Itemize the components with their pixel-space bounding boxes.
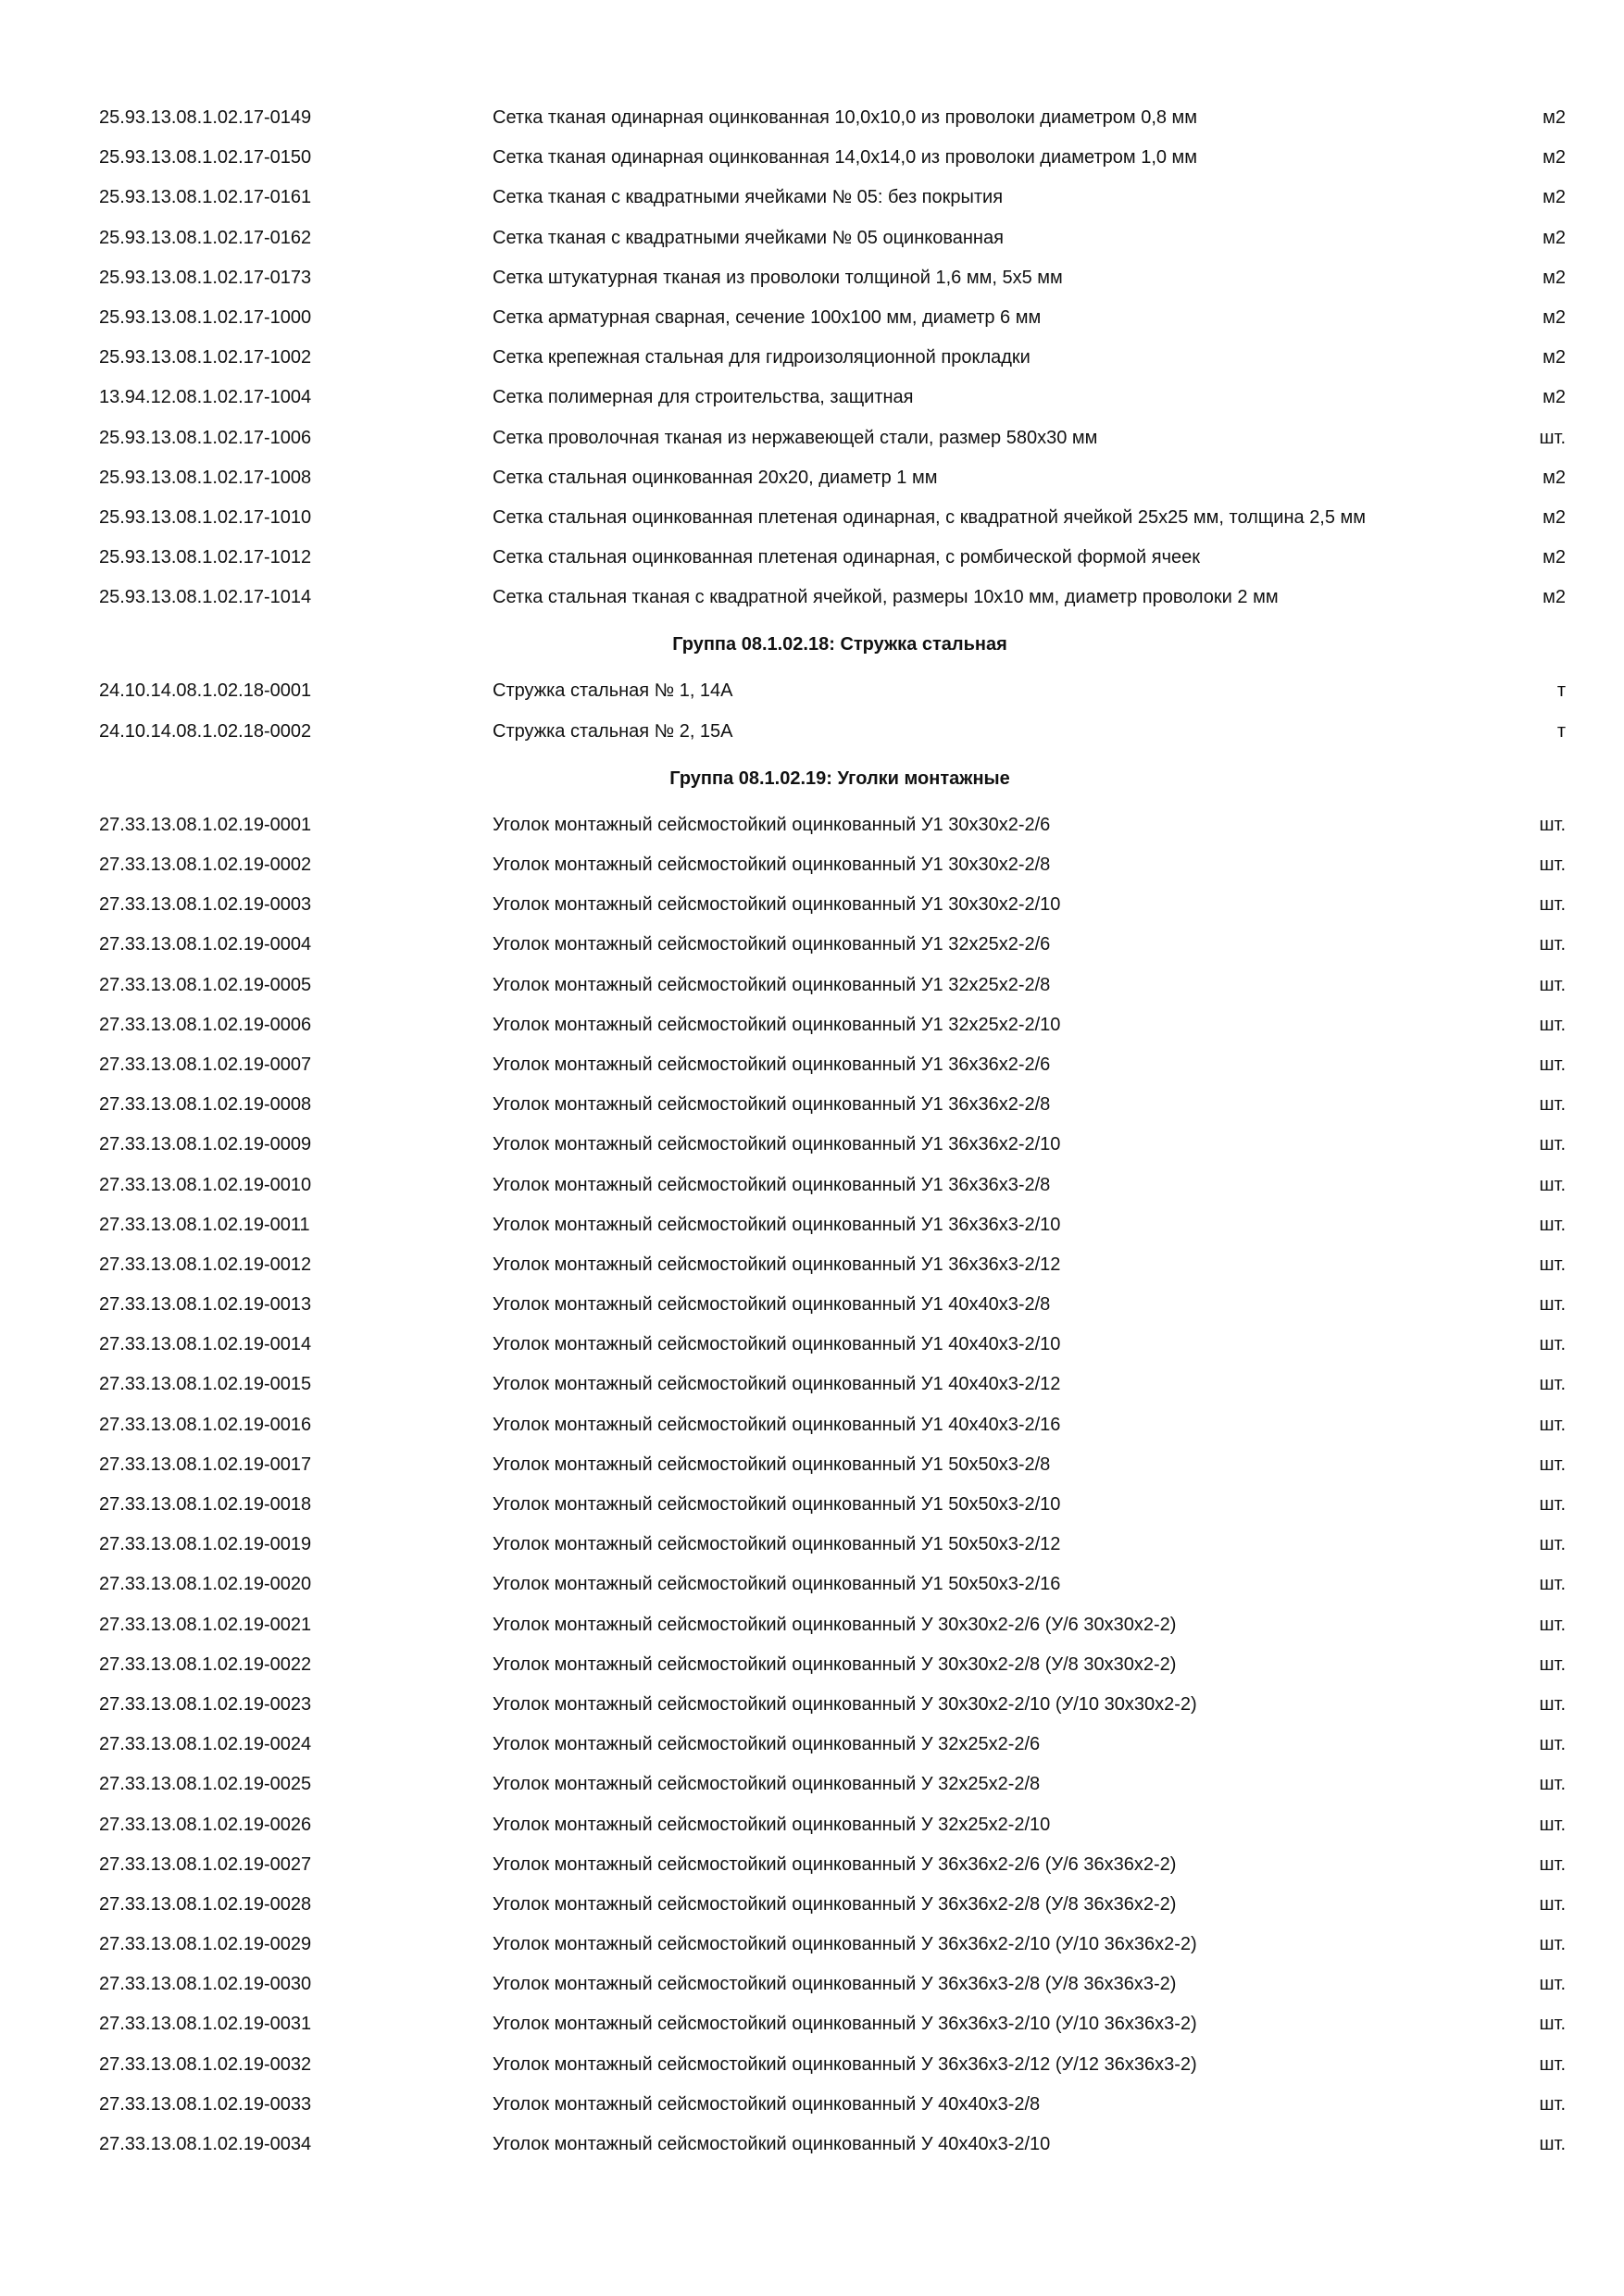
item-code: 27.33.13.08.1.02.19-0012 bbox=[99, 1254, 312, 1275]
table-row bbox=[0, 1765, 1624, 1804]
item-code: 27.33.13.08.1.02.19-0016 bbox=[99, 1414, 312, 1435]
item-name: Уголок монтажный сейсмостойкий оцинкованный У 36x36x3-2/10 (У/10 36x36x3-2) bbox=[493, 2014, 1197, 2035]
item-unit: м2 bbox=[1543, 467, 1566, 488]
item-unit: шт. bbox=[1539, 1414, 1566, 1435]
item-name: Сетка крепежная стальная для гидроизоляционной прокладки bbox=[493, 347, 1031, 368]
item-code: 27.33.13.08.1.02.19-0032 bbox=[99, 2053, 312, 2075]
table-row bbox=[0, 538, 1624, 578]
item-name: Уголок монтажный сейсмостойкий оцинкованный У1 32x25x2-2/6 bbox=[493, 934, 1051, 955]
table-row bbox=[0, 2045, 1624, 2085]
table-row bbox=[0, 712, 1624, 752]
item-code: 13.94.12.08.1.02.17-1004 bbox=[99, 387, 312, 408]
item-code: 25.93.13.08.1.02.17-1012 bbox=[99, 547, 312, 568]
item-code: 25.93.13.08.1.02.17-0162 bbox=[99, 227, 312, 248]
table-row bbox=[0, 1365, 1624, 1404]
item-code: 25.93.13.08.1.02.17-1008 bbox=[99, 467, 312, 488]
item-name: Уголок монтажный сейсмостойкий оцинкованный У1 32x25x2-2/8 bbox=[493, 974, 1051, 995]
item-unit: м2 bbox=[1543, 107, 1566, 128]
table-row bbox=[0, 178, 1624, 218]
item-unit: шт. bbox=[1539, 2134, 1566, 2154]
item-unit: шт. bbox=[1539, 2053, 1566, 2075]
item-name: Уголок монтажный сейсмостойкий оцинкованный У1 36x36x3-2/12 bbox=[493, 1254, 1061, 1275]
item-unit: шт. bbox=[1539, 2093, 1566, 2115]
table-row bbox=[0, 418, 1624, 458]
group-heading: Группа 08.1.02.19: Уголки монтажные bbox=[669, 767, 1010, 789]
item-name: Уголок монтажный сейсмостойкий оцинкованный У1 40x40x3-2/8 bbox=[493, 1294, 1051, 1316]
item-unit: шт. bbox=[1539, 1893, 1566, 1915]
item-code: 27.33.13.08.1.02.19-0001 bbox=[99, 814, 312, 835]
item-code: 27.33.13.08.1.02.19-0003 bbox=[99, 894, 312, 916]
table-row bbox=[0, 805, 1624, 845]
item-code: 27.33.13.08.1.02.19-0019 bbox=[99, 1534, 312, 1555]
item-name: Уголок монтажный сейсмостойкий оцинкованный У 32x25x2-2/8 bbox=[493, 1774, 1041, 1795]
item-unit: м2 bbox=[1543, 506, 1566, 528]
item-unit: м2 bbox=[1543, 227, 1566, 248]
item-unit: м2 bbox=[1543, 306, 1566, 328]
table-row bbox=[0, 1005, 1624, 1045]
item-code: 27.33.13.08.1.02.19-0005 bbox=[99, 974, 312, 995]
item-name: Уголок монтажный сейсмостойкий оцинкованный У1 36x36x2-2/8 bbox=[493, 1094, 1051, 1116]
item-name: Сетка стальная оцинкованная плетеная одинарная, с квадратной ячейкой 25x25 мм, толщина 2,5 мм bbox=[493, 506, 1367, 528]
item-name: Уголок монтажный сейсмостойкий оцинкованный У 36x36x3-2/12 (У/12 36x36x3-2) bbox=[493, 2053, 1197, 2075]
item-unit: шт. bbox=[1539, 427, 1566, 448]
item-unit: шт. bbox=[1539, 1974, 1566, 1995]
item-name: Уголок монтажный сейсмостойкий оцинкованный У 36x36x2-2/8 (У/8 36x36x2-2) bbox=[493, 1893, 1177, 1915]
table-row bbox=[0, 2125, 1624, 2165]
item-unit: шт. bbox=[1539, 894, 1566, 916]
item-name: Уголок монтажный сейсмостойкий оцинкованный У1 50x50x3-2/12 bbox=[493, 1534, 1061, 1555]
item-name: Уголок монтажный сейсмостойкий оцинкованный У 40x40x3-2/8 bbox=[493, 2093, 1041, 2115]
item-code: 27.33.13.08.1.02.19-0034 bbox=[99, 2134, 312, 2154]
item-unit: шт. bbox=[1539, 1454, 1566, 1475]
item-unit: шт. bbox=[1539, 974, 1566, 995]
item-name: Сетка стальная тканая с квадратной ячейкой, размеры 10x10 мм, диаметр проволоки 2 мм bbox=[493, 587, 1279, 608]
item-name: Уголок монтажный сейсмостойкий оцинкованный У1 32x25x2-2/10 bbox=[493, 1014, 1061, 1035]
table-row bbox=[0, 378, 1624, 418]
item-unit: м2 bbox=[1543, 267, 1566, 288]
item-code: 27.33.13.08.1.02.19-0024 bbox=[99, 1734, 312, 1755]
item-code: 27.33.13.08.1.02.19-0011 bbox=[99, 1214, 310, 1235]
item-unit: м2 bbox=[1543, 347, 1566, 368]
item-unit: м2 bbox=[1543, 147, 1566, 168]
item-name: Сетка арматурная сварная, сечение 100x100 мм, диаметр 6 мм bbox=[493, 306, 1042, 328]
item-code: 25.93.13.08.1.02.17-0150 bbox=[99, 147, 312, 168]
item-code: 27.33.13.08.1.02.19-0009 bbox=[99, 1134, 312, 1155]
table-row bbox=[0, 1885, 1624, 1925]
item-name: Уголок монтажный сейсмостойкий оцинкованный У1 36x36x3-2/8 bbox=[493, 1174, 1051, 1195]
item-code: 27.33.13.08.1.02.19-0015 bbox=[99, 1374, 312, 1395]
item-unit: шт. bbox=[1539, 855, 1566, 875]
item-name: Уголок монтажный сейсмостойкий оцинкованный У 30x30x2-2/8 (У/8 30x30x2-2) bbox=[493, 1653, 1177, 1675]
item-name: Уголок монтажный сейсмостойкий оцинкованный У1 40x40x3-2/16 bbox=[493, 1414, 1061, 1435]
table-row bbox=[0, 1405, 1624, 1445]
item-code: 25.93.13.08.1.02.17-1002 bbox=[99, 347, 312, 368]
item-name: Уголок монтажный сейсмостойкий оцинкованный У 36x36x3-2/8 (У/8 36x36x3-2) bbox=[493, 1974, 1177, 1995]
item-code: 27.33.13.08.1.02.19-0006 bbox=[99, 1014, 312, 1035]
item-name: Сетка тканая одинарная оцинкованная 10,0x10,0 из проволоки диаметром 0,8 мм bbox=[493, 107, 1198, 128]
table-row bbox=[0, 1525, 1624, 1565]
item-unit: шт. bbox=[1539, 1653, 1566, 1675]
item-unit: шт. bbox=[1539, 1494, 1566, 1515]
table-row bbox=[0, 1925, 1624, 1965]
table-row bbox=[0, 578, 1624, 618]
item-unit: шт. bbox=[1539, 1094, 1566, 1116]
item-name: Уголок монтажный сейсмостойкий оцинкованный У1 50x50x3-2/8 bbox=[493, 1454, 1051, 1475]
table-row bbox=[0, 1845, 1624, 1885]
item-name: Сетка стальная оцинкованная 20x20, диаметр 1 мм bbox=[493, 467, 938, 488]
item-unit: шт. bbox=[1539, 1853, 1566, 1875]
item-unit: т bbox=[1556, 720, 1566, 742]
item-unit: шт. bbox=[1539, 1774, 1566, 1795]
table-row bbox=[0, 1085, 1624, 1125]
table-row bbox=[0, 1965, 1624, 2004]
item-name: Уголок монтажный сейсмостойкий оцинкованный У1 50x50x3-2/16 bbox=[493, 1574, 1061, 1595]
item-unit: м2 bbox=[1543, 387, 1566, 408]
item-code: 27.33.13.08.1.02.19-0027 bbox=[99, 1853, 312, 1875]
table-row bbox=[0, 1245, 1624, 1285]
table-row bbox=[0, 1445, 1624, 1485]
table-row bbox=[0, 1205, 1624, 1245]
table-row bbox=[0, 98, 1624, 138]
item-name: Сетка полимерная для строительства, защитная bbox=[493, 387, 914, 408]
item-unit: м2 bbox=[1543, 187, 1566, 208]
table-row bbox=[0, 1285, 1624, 1325]
table-row bbox=[0, 218, 1624, 258]
table-row bbox=[0, 1725, 1624, 1765]
item-name: Уголок монтажный сейсмостойкий оцинкованный У1 30x30x2-2/10 bbox=[493, 894, 1061, 916]
table-row bbox=[0, 885, 1624, 925]
table-row bbox=[0, 925, 1624, 965]
item-code: 27.33.13.08.1.02.19-0008 bbox=[99, 1094, 312, 1116]
item-code: 27.33.13.08.1.02.19-0031 bbox=[99, 2014, 312, 2035]
item-unit: шт. bbox=[1539, 1614, 1566, 1635]
item-name: Стружка стальная № 2, 15А bbox=[493, 720, 733, 742]
item-code: 27.33.13.08.1.02.19-0018 bbox=[99, 1494, 312, 1515]
item-unit: шт. bbox=[1539, 1294, 1566, 1316]
item-unit: шт. bbox=[1539, 1014, 1566, 1035]
item-code: 27.33.13.08.1.02.19-0030 bbox=[99, 1974, 312, 1995]
item-name: Сетка тканая одинарная оцинкованная 14,0x14,0 из проволоки диаметром 1,0 мм bbox=[493, 147, 1198, 168]
item-unit: шт. bbox=[1539, 814, 1566, 835]
item-code: 25.93.13.08.1.02.17-1000 bbox=[99, 306, 312, 328]
item-name: Уголок монтажный сейсмостойкий оцинкованный У 30x30x2-2/10 (У/10 30x30x2-2) bbox=[493, 1693, 1197, 1715]
item-code: 25.93.13.08.1.02.17-1006 bbox=[99, 427, 312, 448]
item-code: 25.93.13.08.1.02.17-1010 bbox=[99, 506, 312, 528]
price-list-table bbox=[0, 98, 1624, 2165]
group-heading: Группа 08.1.02.18: Стружка стальная bbox=[672, 634, 1007, 655]
item-unit: т bbox=[1556, 680, 1566, 702]
item-code: 27.33.13.08.1.02.19-0010 bbox=[99, 1174, 312, 1195]
table-row bbox=[0, 1485, 1624, 1525]
item-unit: шт. bbox=[1539, 1374, 1566, 1395]
table-row bbox=[0, 671, 1624, 711]
table-row bbox=[0, 1166, 1624, 1205]
item-name: Уголок монтажный сейсмостойкий оцинкованный У 36x36x2-2/6 (У/6 36x36x2-2) bbox=[493, 1853, 1177, 1875]
item-code: 27.33.13.08.1.02.19-0029 bbox=[99, 1934, 312, 1955]
item-name: Стружка стальная № 1, 14А bbox=[493, 680, 733, 702]
table-row bbox=[0, 2085, 1624, 2125]
item-unit: шт. bbox=[1539, 1574, 1566, 1595]
item-unit: м2 bbox=[1543, 547, 1566, 568]
item-code: 27.33.13.08.1.02.19-0023 bbox=[99, 1693, 312, 1715]
table-row bbox=[0, 1325, 1624, 1365]
item-code: 25.93.13.08.1.02.17-1014 bbox=[99, 587, 312, 608]
item-code: 27.33.13.08.1.02.19-0022 bbox=[99, 1653, 312, 1675]
item-code: 25.93.13.08.1.02.17-0173 bbox=[99, 267, 312, 288]
item-code: 27.33.13.08.1.02.19-0014 bbox=[99, 1334, 312, 1355]
item-name: Уголок монтажный сейсмостойкий оцинкованный У1 36x36x2-2/6 bbox=[493, 1054, 1051, 1075]
table-row bbox=[0, 2004, 1624, 2044]
table-row bbox=[0, 458, 1624, 498]
item-code: 27.33.13.08.1.02.19-0007 bbox=[99, 1054, 312, 1075]
item-name: Уголок монтажный сейсмостойкий оцинкованный У1 36x36x3-2/10 bbox=[493, 1214, 1061, 1235]
table-row bbox=[0, 138, 1624, 178]
table-row bbox=[0, 498, 1624, 538]
item-name: Уголок монтажный сейсмостойкий оцинкованный У1 50x50x3-2/10 bbox=[493, 1494, 1061, 1515]
item-unit: шт. bbox=[1539, 1054, 1566, 1075]
item-name: Уголок монтажный сейсмостойкий оцинкованный У 36x36x2-2/10 (У/10 36x36x2-2) bbox=[493, 1934, 1197, 1955]
item-code: 27.33.13.08.1.02.19-0020 bbox=[99, 1574, 312, 1595]
item-code: 27.33.13.08.1.02.19-0025 bbox=[99, 1774, 312, 1795]
item-unit: шт. bbox=[1539, 1534, 1566, 1555]
item-name: Уголок монтажный сейсмостойкий оцинкованный У 32x25x2-2/6 bbox=[493, 1734, 1041, 1755]
item-code: 27.33.13.08.1.02.19-0026 bbox=[99, 1814, 312, 1835]
item-name: Сетка тканая с квадратными ячейками № 05 оцинкованная bbox=[493, 227, 1004, 248]
item-name: Сетка штукатурная тканая из проволоки толщиной 1,6 мм, 5x5 мм bbox=[493, 267, 1063, 288]
item-name: Уголок монтажный сейсмостойкий оцинкованный У 40x40x3-2/10 bbox=[493, 2134, 1051, 2154]
item-unit: шт. bbox=[1539, 1934, 1566, 1955]
item-name: Уголок монтажный сейсмостойкий оцинкованный У 30x30x2-2/6 (У/6 30x30x2-2) bbox=[493, 1614, 1177, 1635]
table-row bbox=[0, 258, 1624, 298]
item-code: 27.33.13.08.1.02.19-0013 bbox=[99, 1294, 312, 1316]
item-code: 27.33.13.08.1.02.19-0033 bbox=[99, 2093, 312, 2115]
item-name: Уголок монтажный сейсмостойкий оцинкованный У1 40x40x3-2/10 bbox=[493, 1334, 1061, 1355]
table-row bbox=[0, 845, 1624, 885]
item-unit: шт. bbox=[1539, 1334, 1566, 1355]
item-name: Сетка стальная оцинкованная плетеная одинарная, с ромбической формой ячеек bbox=[493, 547, 1201, 568]
table-row bbox=[0, 1685, 1624, 1725]
item-code: 27.33.13.08.1.02.19-0002 bbox=[99, 855, 312, 875]
item-code: 25.93.13.08.1.02.17-0161 bbox=[99, 187, 312, 208]
item-code: 27.33.13.08.1.02.19-0021 bbox=[99, 1614, 312, 1635]
item-unit: шт. bbox=[1539, 1134, 1566, 1155]
table-row bbox=[0, 1605, 1624, 1645]
table-row bbox=[0, 338, 1624, 378]
item-code: 24.10.14.08.1.02.18-0002 bbox=[99, 720, 312, 742]
item-unit: шт. bbox=[1539, 1693, 1566, 1715]
item-unit: шт. bbox=[1539, 1214, 1566, 1235]
item-name: Уголок монтажный сейсмостойкий оцинкованный У1 30x30x2-2/8 bbox=[493, 855, 1051, 875]
item-code: 27.33.13.08.1.02.19-0017 bbox=[99, 1454, 312, 1475]
item-name: Уголок монтажный сейсмостойкий оцинкованный У 32x25x2-2/10 bbox=[493, 1814, 1051, 1835]
table-row bbox=[0, 1045, 1624, 1085]
item-unit: шт. bbox=[1539, 2014, 1566, 2035]
item-name: Уголок монтажный сейсмостойкий оцинкованный У1 30x30x2-2/6 bbox=[493, 814, 1051, 835]
item-code: 27.33.13.08.1.02.19-0004 bbox=[99, 934, 312, 955]
table-row bbox=[0, 298, 1624, 338]
item-code: 27.33.13.08.1.02.19-0028 bbox=[99, 1893, 312, 1915]
item-name: Сетка тканая с квадратными ячейками № 05: без покрытия bbox=[493, 187, 1004, 208]
item-unit: шт. bbox=[1539, 934, 1566, 955]
table-row bbox=[0, 1565, 1624, 1604]
item-unit: шт. bbox=[1539, 1734, 1566, 1755]
item-code: 24.10.14.08.1.02.18-0001 bbox=[99, 680, 312, 702]
table-row bbox=[0, 1805, 1624, 1845]
table-row bbox=[0, 1125, 1624, 1165]
table-row bbox=[0, 1645, 1624, 1685]
item-name: Уголок монтажный сейсмостойкий оцинкованный У1 36x36x2-2/10 bbox=[493, 1134, 1061, 1155]
table-row bbox=[0, 966, 1624, 1005]
item-code: 25.93.13.08.1.02.17-0149 bbox=[99, 107, 312, 128]
item-unit: шт. bbox=[1539, 1174, 1566, 1195]
item-name: Сетка проволочная тканая из нержавеющей стали, размер 580x30 мм bbox=[493, 427, 1098, 448]
item-unit: шт. bbox=[1539, 1254, 1566, 1275]
item-unit: шт. bbox=[1539, 1814, 1566, 1835]
item-name: Уголок монтажный сейсмостойкий оцинкованный У1 40x40x3-2/12 bbox=[493, 1374, 1061, 1395]
item-unit: м2 bbox=[1543, 587, 1566, 608]
